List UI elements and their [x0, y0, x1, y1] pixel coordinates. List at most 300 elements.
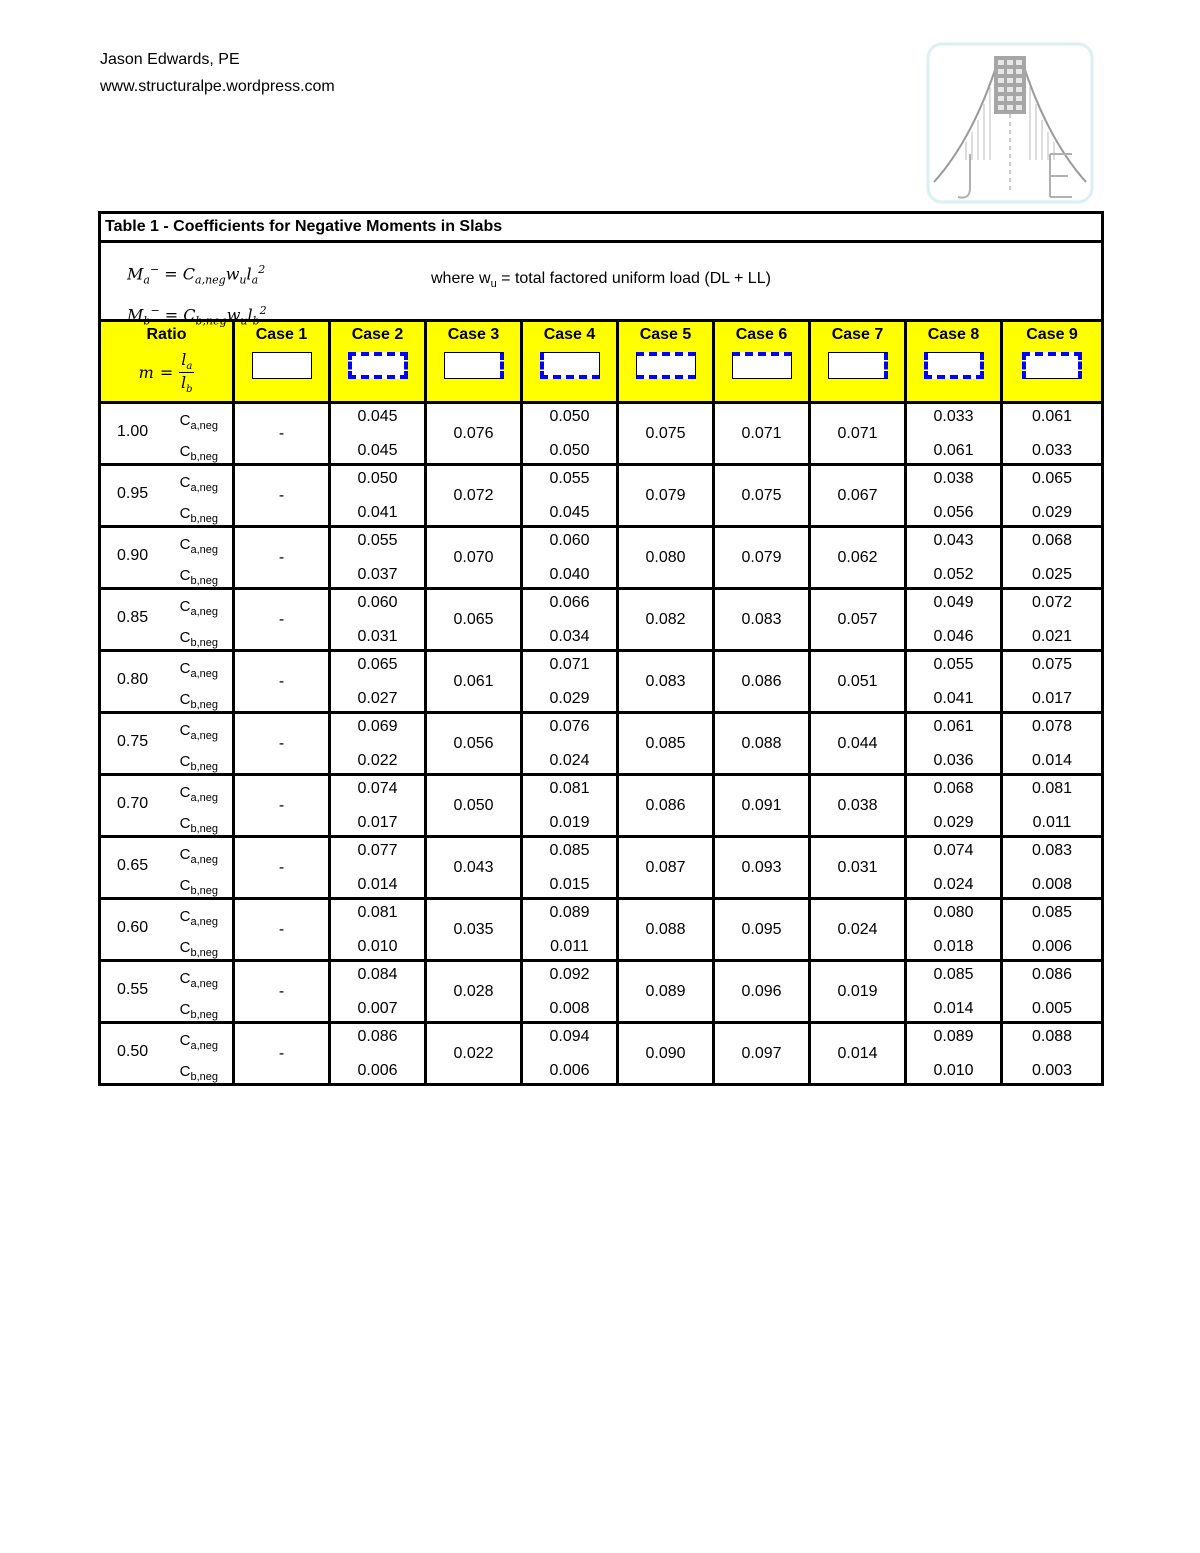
case2-pair	[331, 716, 424, 772]
ratio-value: 0.85	[117, 609, 149, 626]
case5-cell: 0.089	[618, 961, 714, 1023]
case7-cell: 0.031	[810, 837, 906, 899]
ratio-cell	[100, 651, 234, 713]
case4-pair	[523, 902, 616, 958]
case-header-7	[810, 321, 906, 403]
coef-label-b-sub: b,neg	[190, 575, 218, 587]
case8-pair	[907, 840, 1000, 896]
ratio-value: 0.65	[117, 857, 149, 874]
case2-cell	[330, 899, 426, 961]
case3-cell: 0.065	[426, 589, 522, 651]
case2-cell	[330, 961, 426, 1023]
case6-cell: 0.088	[714, 713, 810, 775]
case-header-2	[330, 321, 426, 403]
case9-cell	[1002, 589, 1103, 651]
author-name: Jason Edwards, PE	[100, 51, 240, 68]
coef-label-a	[180, 412, 218, 432]
coef-label-b	[180, 815, 218, 835]
ratio-cell	[100, 465, 234, 527]
case1-cell: -	[234, 837, 330, 899]
case4-cell	[522, 1023, 618, 1085]
case5-cell: 0.088	[618, 899, 714, 961]
case4-pair	[523, 468, 616, 524]
slab-edge-diagram-icon	[1022, 352, 1082, 379]
case4-cell	[522, 837, 618, 899]
case4-a-value: 0.050	[549, 407, 590, 425]
coef-label-a-sub: a,neg	[190, 792, 218, 804]
case6-cell: 0.086	[714, 651, 810, 713]
author-block	[100, 46, 335, 100]
coef-label-a	[180, 784, 218, 804]
coef-label-a	[180, 908, 218, 928]
case8-b-value: 0.024	[933, 875, 974, 893]
case8-a-value: 0.061	[933, 717, 974, 735]
case2-pair	[331, 778, 424, 834]
case9-b-value: 0.017	[1032, 689, 1073, 707]
coef-label-a-sub: a,neg	[190, 606, 218, 618]
table-row	[100, 899, 1103, 961]
case9-cell	[1002, 651, 1103, 713]
case4-cell	[522, 527, 618, 589]
case6-cell: 0.079	[714, 527, 810, 589]
case1-cell: -	[234, 465, 330, 527]
coef-label-a-sub: a,neg	[190, 482, 218, 494]
case8-cell	[906, 961, 1002, 1023]
case-header-3	[426, 321, 522, 403]
table-row	[100, 961, 1103, 1023]
case2-a-value: 0.084	[357, 965, 398, 983]
case4-a-value: 0.055	[549, 469, 590, 487]
coef-label-b	[180, 443, 218, 463]
coef-label-a-sub: a,neg	[190, 668, 218, 680]
ratio-cell	[100, 527, 234, 589]
table-row	[100, 713, 1103, 775]
case-header-4	[522, 321, 618, 403]
case-label: Case 9	[1026, 326, 1078, 343]
case2-b-value: 0.010	[357, 937, 398, 955]
ratio-value: 0.95	[117, 485, 149, 502]
case9-a-value: 0.088	[1032, 1027, 1073, 1045]
case9-b-value: 0.003	[1032, 1061, 1073, 1079]
case9-cell	[1002, 775, 1103, 837]
coef-label-a	[180, 598, 218, 618]
case4-pair	[523, 654, 616, 710]
coef-label-a	[180, 660, 218, 680]
slab-edge-diagram-icon	[444, 352, 504, 379]
case2-cell	[330, 713, 426, 775]
table-row	[100, 1023, 1103, 1085]
coef-label-b	[180, 567, 218, 587]
case7-cell: 0.051	[810, 651, 906, 713]
coef-label-a-c: C	[179, 660, 191, 677]
coef-label-a-sub: a,neg	[190, 544, 218, 556]
case9-cell	[1002, 899, 1103, 961]
case-label: Case 8	[927, 326, 980, 343]
table-row	[100, 403, 1103, 465]
ratio-value: 0.55	[117, 981, 149, 998]
coef-label-b-sub: b,neg	[190, 823, 218, 835]
case9-a-value: 0.081	[1032, 779, 1073, 797]
coef-label-a	[180, 1032, 218, 1052]
ratio-cell	[100, 899, 234, 961]
case8-pair	[907, 592, 1000, 648]
coef-label-b	[180, 939, 218, 959]
case4-a-value: 0.085	[549, 841, 590, 859]
coef-label-b-c: C	[179, 1063, 191, 1080]
case8-pair	[907, 530, 1000, 586]
case9-a-value: 0.075	[1032, 655, 1073, 673]
case-header-5	[618, 321, 714, 403]
case9-a-value: 0.078	[1032, 717, 1073, 735]
case2-b-value: 0.041	[357, 503, 398, 521]
coefficients-table	[98, 211, 1104, 1086]
case9-pair	[1003, 530, 1101, 586]
case7-cell: 0.057	[810, 589, 906, 651]
case9-pair	[1003, 964, 1101, 1020]
case8-cell	[906, 527, 1002, 589]
ratio-cell	[100, 403, 234, 465]
coef-label-b-sub: b,neg	[190, 699, 218, 711]
case8-pair	[907, 468, 1000, 524]
case9-a-value: 0.072	[1032, 593, 1073, 611]
case2-cell	[330, 589, 426, 651]
building-bridge-logo-icon	[926, 42, 1094, 204]
case5-cell: 0.085	[618, 713, 714, 775]
case2-cell	[330, 403, 426, 465]
case8-pair	[907, 1026, 1000, 1082]
ratio-value: 0.75	[117, 733, 149, 750]
case9-pair	[1003, 716, 1101, 772]
case4-pair	[523, 778, 616, 834]
slab-edge-diagram-icon	[252, 352, 312, 379]
case4-a-value: 0.066	[549, 593, 590, 611]
case9-b-value: 0.011	[1032, 813, 1072, 831]
coef-label-a-c: C	[179, 1032, 191, 1049]
case5-cell: 0.075	[618, 403, 714, 465]
case8-b-value: 0.018	[933, 937, 974, 955]
case4-a-value: 0.089	[549, 903, 590, 921]
case4-cell	[522, 651, 618, 713]
case1-cell: -	[234, 899, 330, 961]
case4-cell	[522, 899, 618, 961]
case8-b-value: 0.052	[933, 565, 974, 583]
case8-a-value: 0.080	[933, 903, 974, 921]
coef-label-b	[180, 753, 218, 773]
case4-cell	[522, 589, 618, 651]
case3-cell: 0.070	[426, 527, 522, 589]
case3-cell: 0.061	[426, 651, 522, 713]
coef-label-b-sub: b,neg	[190, 637, 218, 649]
case-header-9	[1002, 321, 1103, 403]
table-row	[100, 465, 1103, 527]
case9-cell	[1002, 465, 1103, 527]
coef-label-a-sub: a,neg	[190, 420, 218, 432]
coef-label-a	[180, 536, 218, 556]
case2-a-value: 0.081	[357, 903, 398, 921]
case2-pair	[331, 654, 424, 710]
case1-cell: -	[234, 527, 330, 589]
case7-cell: 0.062	[810, 527, 906, 589]
case9-cell	[1002, 403, 1103, 465]
coef-label-b-sub: b,neg	[190, 761, 218, 773]
case8-a-value: 0.068	[933, 779, 974, 797]
ratio-cell	[100, 961, 234, 1023]
coef-label-a-c: C	[179, 536, 191, 553]
case8-a-value: 0.089	[933, 1027, 974, 1045]
slab-edge-diagram-icon	[924, 352, 984, 379]
case-label: Case 4	[543, 326, 596, 343]
case8-pair	[907, 778, 1000, 834]
case9-pair	[1003, 468, 1101, 524]
case5-cell: 0.080	[618, 527, 714, 589]
case1-cell: -	[234, 775, 330, 837]
case9-b-value: 0.033	[1032, 441, 1073, 459]
case4-pair	[523, 964, 616, 1020]
case9-pair	[1003, 1026, 1101, 1082]
case4-cell	[522, 775, 618, 837]
case6-cell: 0.097	[714, 1023, 810, 1085]
ratio-cell	[100, 713, 234, 775]
case2-pair	[331, 1026, 424, 1082]
case4-b-value: 0.045	[549, 503, 590, 521]
coef-label-b-sub: b,neg	[190, 1009, 218, 1021]
coef-label-b	[180, 691, 218, 711]
case4-pair	[523, 840, 616, 896]
case8-b-value: 0.061	[933, 441, 974, 459]
case9-a-value: 0.065	[1032, 469, 1073, 487]
case9-b-value: 0.014	[1032, 751, 1073, 769]
table-row	[100, 775, 1103, 837]
case8-b-value: 0.056	[933, 503, 974, 521]
case6-cell: 0.071	[714, 403, 810, 465]
case7-cell: 0.067	[810, 465, 906, 527]
coef-label-b-sub: b,neg	[190, 1071, 218, 1083]
case9-cell	[1002, 713, 1103, 775]
case9-pair	[1003, 902, 1101, 958]
case4-b-value: 0.024	[549, 751, 590, 769]
case2-cell	[330, 837, 426, 899]
coef-label-a-c: C	[179, 784, 191, 801]
case4-pair	[523, 592, 616, 648]
case1-cell: -	[234, 961, 330, 1023]
case2-b-value: 0.031	[357, 627, 398, 645]
coef-label-b-c: C	[179, 877, 191, 894]
case9-b-value: 0.029	[1032, 503, 1073, 521]
case8-cell	[906, 589, 1002, 651]
case9-cell	[1002, 837, 1103, 899]
case5-cell: 0.087	[618, 837, 714, 899]
formula-ma: $M_a^- = C_{a,neg}w_ul_a^2$	[127, 263, 266, 287]
case2-pair	[331, 902, 424, 958]
case3-cell: 0.072	[426, 465, 522, 527]
case1-cell: -	[234, 651, 330, 713]
case4-pair	[523, 406, 616, 462]
case4-a-value: 0.076	[549, 717, 590, 735]
case2-a-value: 0.065	[357, 655, 398, 673]
case9-a-value: 0.085	[1032, 903, 1073, 921]
case8-pair	[907, 654, 1000, 710]
case-label: Case 2	[351, 326, 404, 343]
case8-cell	[906, 775, 1002, 837]
case-label: Case 5	[639, 326, 692, 343]
case6-cell: 0.093	[714, 837, 810, 899]
coef-label-b	[180, 505, 218, 525]
coef-label-b-sub: b,neg	[190, 451, 218, 463]
ratio-value: 0.60	[117, 919, 149, 936]
case8-b-value: 0.029	[933, 813, 974, 831]
coef-label-b-c: C	[179, 443, 191, 460]
coef-label-a-c: C	[179, 412, 191, 429]
case3-cell: 0.056	[426, 713, 522, 775]
case4-b-value: 0.040	[549, 565, 590, 583]
coef-label-b-sub: b,neg	[190, 947, 218, 959]
case8-b-value: 0.041	[933, 689, 974, 707]
case2-cell	[330, 775, 426, 837]
case8-a-value: 0.043	[933, 531, 974, 549]
ratio-value: 0.80	[117, 671, 149, 688]
coef-label-a-sub: a,neg	[190, 1040, 218, 1052]
case9-a-value: 0.083	[1032, 841, 1073, 859]
case9-b-value: 0.008	[1032, 875, 1073, 893]
case9-pair	[1003, 840, 1101, 896]
case4-a-value: 0.060	[549, 531, 590, 549]
case9-pair	[1003, 592, 1101, 648]
coef-label-b-c: C	[179, 505, 191, 522]
coef-label-b-c: C	[179, 567, 191, 584]
case4-b-value: 0.019	[549, 813, 590, 831]
case9-b-value: 0.021	[1032, 627, 1073, 645]
ratio-cell	[100, 775, 234, 837]
coef-label-b	[180, 1063, 218, 1083]
case8-cell	[906, 651, 1002, 713]
case8-b-value: 0.010	[933, 1061, 974, 1079]
case9-cell	[1002, 961, 1103, 1023]
coef-label-a-c: C	[179, 474, 191, 491]
case2-a-value: 0.050	[357, 469, 398, 487]
coef-label-b-c: C	[179, 753, 191, 770]
case8-b-value: 0.036	[933, 751, 974, 769]
case4-b-value: 0.029	[549, 689, 590, 707]
case-label: Case 7	[831, 326, 884, 343]
case3-cell: 0.050	[426, 775, 522, 837]
case9-pair	[1003, 778, 1101, 834]
case8-a-value: 0.055	[933, 655, 974, 673]
case4-cell	[522, 403, 618, 465]
case8-cell	[906, 899, 1002, 961]
case3-cell: 0.076	[426, 403, 522, 465]
case3-cell: 0.035	[426, 899, 522, 961]
ratio-value: 0.70	[117, 795, 149, 812]
case7-cell: 0.024	[810, 899, 906, 961]
case2-pair	[331, 964, 424, 1020]
coef-label-b	[180, 877, 218, 897]
case2-a-value: 0.060	[357, 593, 398, 611]
coef-label-a	[180, 722, 218, 742]
case2-a-value: 0.045	[357, 407, 398, 425]
case8-cell	[906, 713, 1002, 775]
case2-a-value: 0.077	[357, 841, 398, 859]
case5-cell: 0.090	[618, 1023, 714, 1085]
case8-cell	[906, 403, 1002, 465]
moment-formulas	[127, 255, 267, 336]
case-label: Case 3	[447, 326, 500, 343]
case8-a-value: 0.049	[933, 593, 974, 611]
case4-b-value: 0.015	[549, 875, 590, 893]
case5-cell: 0.079	[618, 465, 714, 527]
case6-cell: 0.075	[714, 465, 810, 527]
coef-label-a-c: C	[179, 846, 191, 863]
case9-cell	[1002, 1023, 1103, 1085]
case3-cell: 0.028	[426, 961, 522, 1023]
case2-b-value: 0.027	[357, 689, 398, 707]
case4-a-value: 0.094	[549, 1027, 590, 1045]
case3-cell: 0.043	[426, 837, 522, 899]
coef-label-a	[180, 846, 218, 866]
coef-label-b-c: C	[179, 815, 191, 832]
coef-label-a-c: C	[179, 722, 191, 739]
case9-pair	[1003, 654, 1101, 710]
case9-b-value: 0.006	[1032, 937, 1073, 955]
case2-cell	[330, 651, 426, 713]
case2-cell	[330, 1023, 426, 1085]
case5-cell: 0.082	[618, 589, 714, 651]
case4-pair	[523, 530, 616, 586]
slab-edge-diagram-icon	[732, 352, 792, 379]
case2-cell	[330, 527, 426, 589]
case2-b-value: 0.017	[357, 813, 398, 831]
case-header-8	[906, 321, 1002, 403]
coef-label-a-c: C	[179, 908, 191, 925]
case7-cell: 0.038	[810, 775, 906, 837]
case4-pair	[523, 1026, 616, 1082]
ratio-cell	[100, 589, 234, 651]
case6-cell: 0.083	[714, 589, 810, 651]
case4-b-value: 0.050	[549, 441, 590, 459]
case2-pair	[331, 840, 424, 896]
case6-cell: 0.096	[714, 961, 810, 1023]
case4-a-value: 0.092	[549, 965, 590, 983]
coef-label-b-sub: b,neg	[190, 885, 218, 897]
case4-cell	[522, 961, 618, 1023]
case9-a-value: 0.061	[1032, 407, 1073, 425]
case1-cell: -	[234, 713, 330, 775]
case8-pair	[907, 964, 1000, 1020]
case1-cell: -	[234, 589, 330, 651]
case5-cell: 0.083	[618, 651, 714, 713]
coef-label-b	[180, 1001, 218, 1021]
case2-b-value: 0.014	[357, 875, 398, 893]
formula-mb: $M_b^- = C_{b,neg}w_ul_b^2$	[127, 303, 267, 328]
case2-b-value: 0.006	[357, 1061, 398, 1079]
slab-edge-diagram-icon	[540, 352, 600, 379]
case9-a-value: 0.086	[1032, 965, 1073, 983]
case-header-6	[714, 321, 810, 403]
case9-a-value: 0.068	[1032, 531, 1073, 549]
case7-cell: 0.014	[810, 1023, 906, 1085]
case8-pair	[907, 716, 1000, 772]
table-row	[100, 837, 1103, 899]
coef-label-b-c: C	[179, 629, 191, 646]
case3-cell: 0.022	[426, 1023, 522, 1085]
case4-b-value: 0.034	[549, 627, 590, 645]
ratio-cell	[100, 1023, 234, 1085]
case8-pair	[907, 902, 1000, 958]
case2-pair	[331, 530, 424, 586]
case9-cell	[1002, 527, 1103, 589]
case8-b-value: 0.014	[933, 999, 974, 1017]
case1-cell: -	[234, 403, 330, 465]
author-website: www.structuralpe.wordpress.com	[100, 78, 335, 95]
